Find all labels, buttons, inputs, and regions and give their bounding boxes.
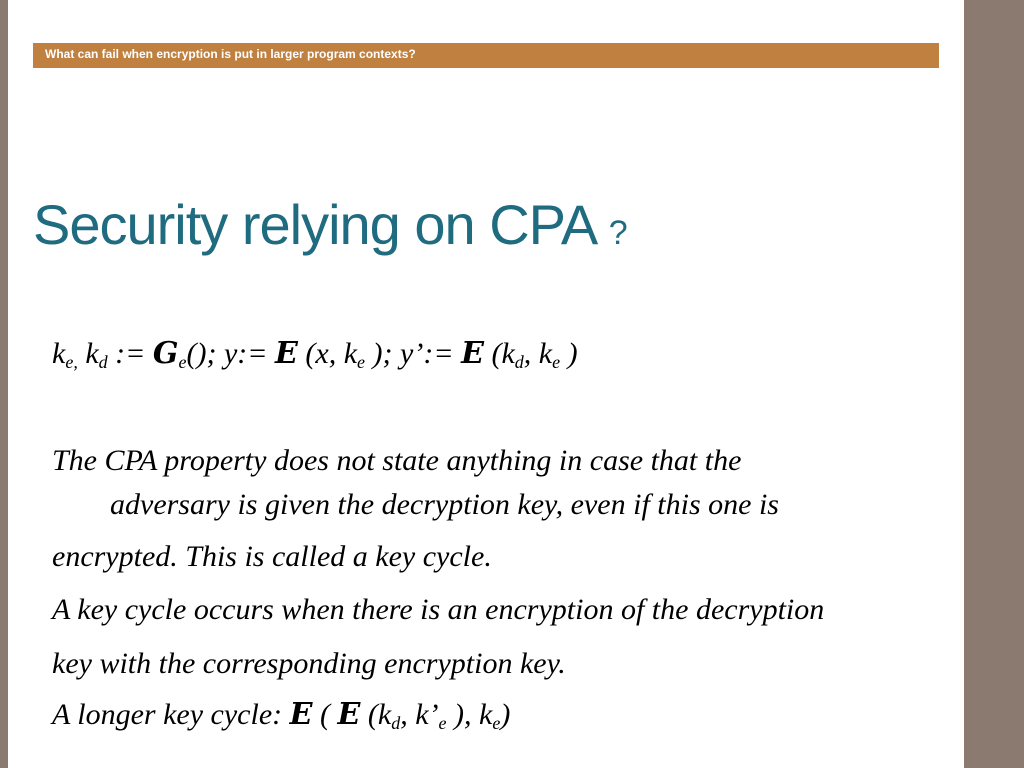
- title-mark: ?: [608, 214, 627, 252]
- longer-sub-e: e: [438, 713, 447, 733]
- encrypt-outer-symbol: E: [289, 697, 313, 732]
- paragraph-line-4: A key cycle occurs when there is an encryption of the decryption: [52, 593, 825, 626]
- formula-after-g: (); y:=: [186, 337, 276, 370]
- formula-k: k: [52, 337, 66, 370]
- longer-inner-mid: , k’: [400, 698, 439, 731]
- formula-sub-e: e,: [65, 352, 78, 372]
- longer-paren-open: (: [312, 698, 338, 731]
- formula-args1-sub: e: [357, 352, 366, 372]
- encrypt-symbol-1: E: [275, 336, 298, 371]
- longer-key-cycle-line: [52, 697, 510, 732]
- formula-args1: (x, k: [297, 337, 358, 370]
- formula-args2-end: ): [560, 337, 578, 370]
- formula-assign: :=: [107, 337, 153, 370]
- longer-end: ): [500, 698, 511, 731]
- longer-inner-open: (k: [360, 698, 392, 731]
- longer-sub-d: d: [391, 713, 401, 733]
- longer-inner-close: ), k: [446, 698, 493, 731]
- paragraph-line-2: adversary is given the decryption key, even if this one is: [110, 488, 779, 521]
- formula-mid: ); y’:=: [365, 337, 462, 370]
- longer-sub-e2: e: [492, 713, 501, 733]
- longer-prefix: A longer key cycle:: [52, 698, 290, 731]
- title-text: Security relying on CPA: [33, 193, 595, 256]
- paragraph-line-1: The CPA property does not state anything in case that the: [52, 444, 742, 477]
- generate-symbol: G: [152, 336, 179, 371]
- formula-args2: (k: [483, 337, 515, 370]
- generate-sub: e: [178, 352, 187, 372]
- left-border: [0, 0, 8, 768]
- paragraph-line-3: encrypted. This is called a key cycle.: [52, 540, 492, 573]
- key-generation-formula: [52, 336, 578, 371]
- header-text: What can fail when encryption is put in larger program contexts?: [45, 47, 416, 61]
- formula-sub-d: d: [98, 352, 108, 372]
- slide-title: [33, 192, 627, 257]
- encrypt-inner-symbol: E: [337, 697, 361, 732]
- right-border: [964, 0, 1024, 768]
- formula-args2-sub-d: d: [514, 352, 524, 372]
- formula-args2-sub-e: e: [552, 352, 561, 372]
- header-banner: [33, 43, 939, 68]
- formula-k2: k: [85, 337, 99, 370]
- paragraph-line-5: key with the corresponding encryption key.: [52, 647, 566, 680]
- formula-args2-mid: , k: [523, 337, 553, 370]
- encrypt-symbol-2: E: [461, 336, 484, 371]
